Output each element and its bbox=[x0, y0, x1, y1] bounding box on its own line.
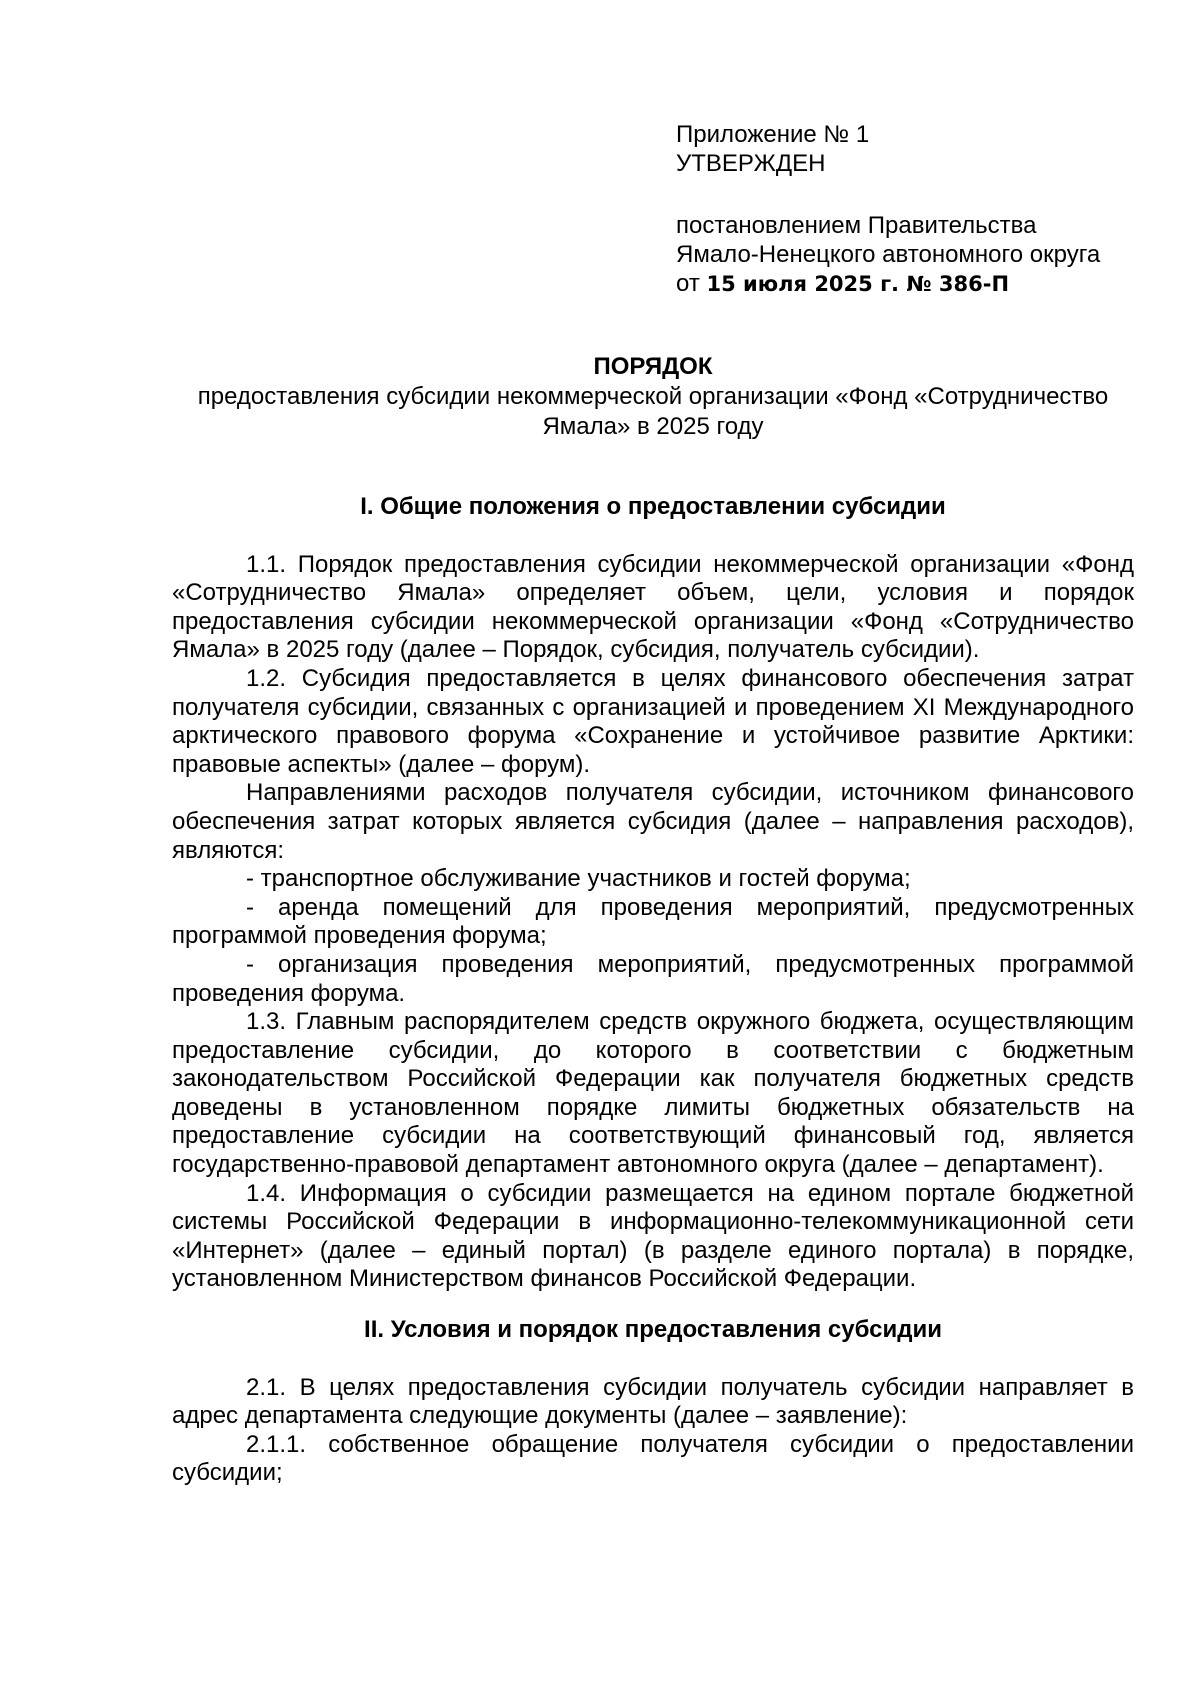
section-heading-1: I. Общие положения о предоставлении субсидии bbox=[360, 493, 946, 520]
document-body bbox=[172, 493, 1134, 1488]
date-prefix: от bbox=[676, 270, 707, 297]
document-title-block bbox=[172, 352, 1134, 442]
paragraph-1-1: 1.1. Порядок предоставления субсидии некоммерческой организации «Фонд «Сотрудничество Ямала» определяет объем, цели, условия и порядок предоставления субсидии некоммерческой организации «Фонд «Сотрудничество Ямала» в 2025 году (далее – Порядок, субсидия, получатель субсидии). bbox=[172, 550, 1134, 664]
appendix-number: Приложение № 1 bbox=[676, 121, 870, 148]
date-value: 15 июля 2025 г. № 386-П bbox=[706, 272, 1010, 296]
paragraph-expense-directions: Направлениями расходов получателя субсидии, источником финансового обеспечения затрат которых является субсидия (далее – направления расходов), являются: bbox=[172, 779, 1134, 864]
resolution-date bbox=[676, 269, 1156, 299]
paragraph-1-2: 1.2. Субсидия предоставляется в целях финансового обеспечения затрат получателя субсидии, связанных с организацией и проведением XI Международного арктического правового форума «Сохранение и устойчивое развитие Арктики: правовые аспекты» (далее – форум). bbox=[172, 664, 1134, 778]
document-title: ПОРЯДОК bbox=[593, 353, 713, 380]
approved-stamp-text: УТВЕРЖДЕН bbox=[676, 150, 826, 177]
approval-block bbox=[676, 120, 1156, 299]
list-item-rent: - аренда помещений для проведения мероприятий, предусмотренных программой проведения форума; bbox=[172, 893, 1134, 950]
document-subtitle: предоставления субсидии некоммерческой организации «Фонд «Сотрудничество Ямала» в 2025 году bbox=[197, 383, 1109, 440]
paragraph-1-4: 1.4. Информация о субсидии размещается на едином портале бюджетной системы Российской Федерации в информационно-телекоммуникационной сети «Интернет» (далее – единый портал) (в разделе единого портала) в порядке, установленном Министерством финансов Российской Федерации. bbox=[172, 1179, 1134, 1293]
paragraph-2-1: 2.1. В целях предоставления субсидии получатель субсидии направляет в адрес департамента следующие документы (далее – заявление): bbox=[172, 1373, 1134, 1430]
resolution-line: постановлением Правительства bbox=[676, 212, 1037, 239]
list-item-events: - организация проведения мероприятий, предусмотренных программой проведения форума. bbox=[172, 950, 1134, 1007]
government-line: Ямало-Ненецкого автономного округа bbox=[676, 241, 1101, 268]
section-heading-2: II. Условия и порядок предоставления субсидии bbox=[364, 1316, 942, 1344]
list-item-transport: - транспортное обслуживание участников и гостей форума; bbox=[246, 865, 911, 893]
paragraph-1-3: 1.3. Главным распорядителем средств окружного бюджета, осуществляющим предоставление субсидии, до которого в соответствии с бюджетным законодательством Российской Федерации как получателя бюджетных средств доведены в установленном порядке лимиты бюджетных обязательств на предоставление субсидии на соответствующий финансовый год, является государственно-правовой департамент автономного округа (далее – департамент). bbox=[172, 1008, 1134, 1179]
paragraph-2-1-1: 2.1.1. собственное обращение получателя субсидии о предоставлении субсидии; bbox=[172, 1430, 1134, 1487]
